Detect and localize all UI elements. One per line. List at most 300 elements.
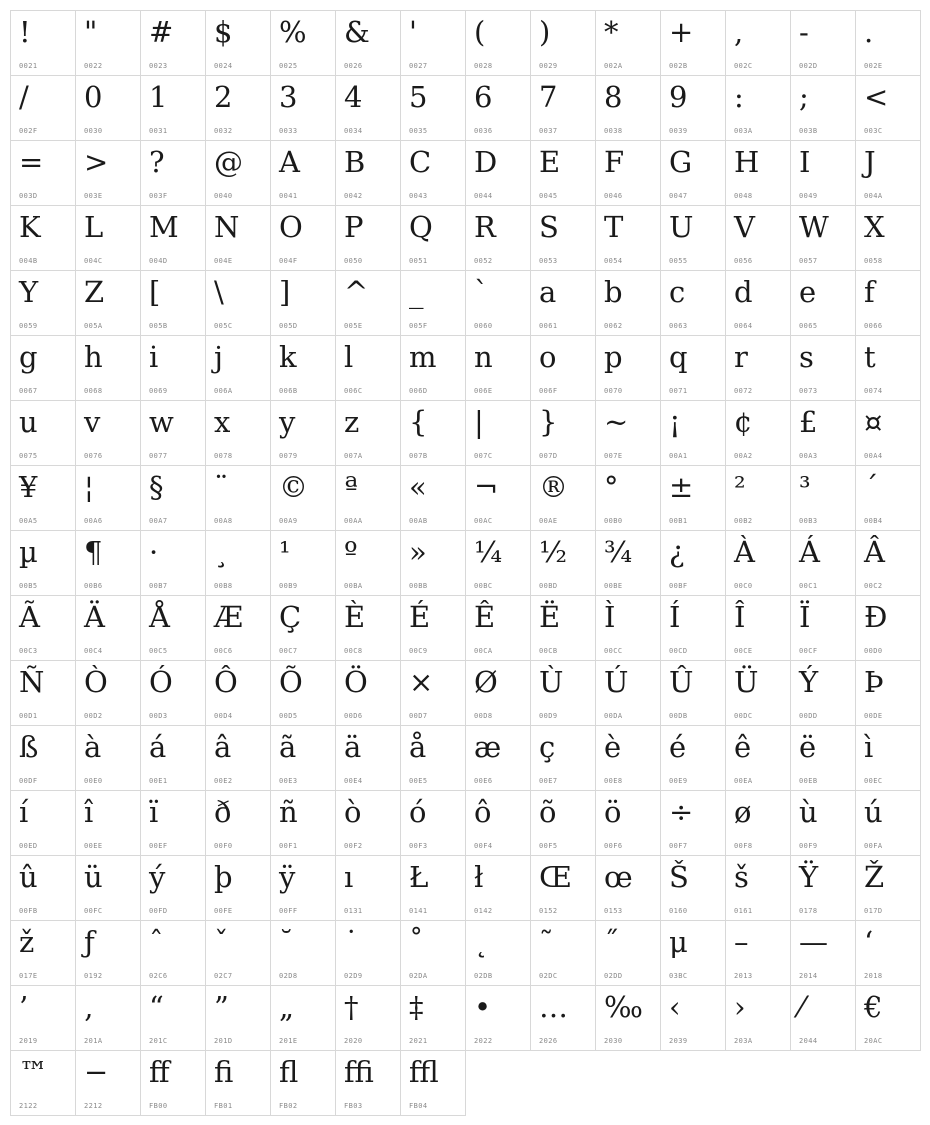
codepoint-label: 0048 [734, 192, 753, 200]
glyph-cell [336, 141, 401, 206]
glyph-cell [661, 271, 726, 336]
codepoint-label: 02DB [474, 972, 493, 980]
glyph-cell [11, 921, 76, 986]
codepoint-label: 02C6 [149, 972, 168, 980]
codepoint-label: FB04 [409, 1102, 428, 1110]
codepoint-label: FB03 [344, 1102, 363, 1110]
codepoint-label: 0076 [84, 452, 103, 460]
glyph-cell [596, 336, 661, 401]
glyph-sample: ï [149, 795, 159, 829]
glyph-cell [76, 271, 141, 336]
codepoint-label: 02D8 [279, 972, 298, 980]
glyph-cell [76, 921, 141, 986]
codepoint-label: 00A8 [214, 517, 233, 525]
codepoint-label: 02C7 [214, 972, 233, 980]
codepoint-label: 00F7 [669, 842, 688, 850]
glyph-cell [791, 206, 856, 271]
glyph-cell [206, 206, 271, 271]
codepoint-label: 2122 [19, 1102, 38, 1110]
glyph-cell [141, 1051, 206, 1116]
glyph-cell [336, 921, 401, 986]
glyph-sample: Ê [474, 600, 496, 634]
codepoint-label: 00E0 [84, 777, 103, 785]
glyph-sample: Ü [734, 665, 759, 699]
codepoint-label: 0044 [474, 192, 493, 200]
glyph-cell [336, 76, 401, 141]
codepoint-label: 0068 [84, 387, 103, 395]
codepoint-label: 0064 [734, 322, 753, 330]
codepoint-label: 00E7 [539, 777, 558, 785]
glyph-sample: ç [539, 730, 556, 764]
codepoint-label: 00ED [19, 842, 38, 850]
codepoint-label: 00F4 [474, 842, 493, 850]
glyph-sample: ì [864, 730, 874, 764]
glyph-cell [856, 791, 921, 856]
glyph-sample: x [214, 405, 231, 439]
glyph-sample: = [19, 145, 44, 179]
glyph-cell [271, 596, 336, 661]
codepoint-label: 00A5 [19, 517, 38, 525]
glyph-cell [401, 206, 466, 271]
glyph-cell [271, 856, 336, 921]
codepoint-label: 00D7 [409, 712, 428, 720]
glyph-cell [206, 141, 271, 206]
codepoint-label: 0071 [669, 387, 688, 395]
glyph-sample: þ [214, 860, 233, 894]
codepoint-label: 005F [409, 322, 428, 330]
glyph-cell [336, 11, 401, 76]
codepoint-label: 0037 [539, 127, 558, 135]
glyph-sample: º [344, 535, 358, 569]
glyph-sample: o [539, 340, 557, 374]
glyph-cell [596, 531, 661, 596]
glyph-cell [141, 531, 206, 596]
glyph-cell [726, 401, 791, 466]
codepoint-label: 00FB [19, 907, 38, 915]
codepoint-label: 0141 [409, 907, 428, 915]
glyph-sample: ² [734, 470, 746, 504]
glyph-cell [206, 76, 271, 141]
codepoint-label: 0025 [279, 62, 298, 70]
glyph-sample: ] [279, 275, 291, 309]
glyph-sample: 0 [84, 80, 103, 114]
codepoint-label: 0057 [799, 257, 818, 265]
codepoint-label: 0027 [409, 62, 428, 70]
codepoint-label: 0021 [19, 62, 38, 70]
codepoint-label: 0047 [669, 192, 688, 200]
glyph-sample: Q [409, 210, 433, 244]
glyph-sample: ™ [19, 1055, 48, 1089]
glyph-cell [401, 466, 466, 531]
glyph-cell [206, 661, 271, 726]
glyph-sample: 5 [409, 80, 428, 114]
glyph-cell [856, 466, 921, 531]
codepoint-label: 02DA [409, 972, 428, 980]
glyph-sample: ˆ [149, 925, 164, 959]
glyph-cell [856, 336, 921, 401]
glyph-cell [271, 531, 336, 596]
glyph-sample: 3 [279, 80, 298, 114]
codepoint-label: 007B [409, 452, 428, 460]
glyph-cell [401, 921, 466, 986]
codepoint-label: 0026 [344, 62, 363, 70]
glyph-cell [661, 76, 726, 141]
glyph-sample: ä [344, 730, 362, 764]
codepoint-label: 00AB [409, 517, 428, 525]
codepoint-label: 00E8 [604, 777, 623, 785]
glyph-sample: Ž [864, 860, 885, 894]
glyph-sample: ﬁ [214, 1055, 234, 1089]
glyph-sample: Â [864, 535, 885, 569]
codepoint-label: 0029 [539, 62, 558, 70]
glyph-cell [726, 466, 791, 531]
codepoint-label: 0043 [409, 192, 428, 200]
codepoint-label: 00E4 [344, 777, 363, 785]
glyph-sample: ‡ [409, 990, 424, 1024]
codepoint-label: 0077 [149, 452, 168, 460]
glyph-cell [466, 206, 531, 271]
glyph-sample: Í [669, 600, 681, 634]
codepoint-label: 02DD [604, 972, 623, 980]
glyph-sample: ¸ [214, 535, 229, 569]
glyph-sample: { [409, 405, 428, 439]
glyph-cell [11, 596, 76, 661]
glyph-cell [531, 466, 596, 531]
codepoint-label: 00E3 [279, 777, 298, 785]
glyph-cell [11, 141, 76, 206]
codepoint-label: 006C [344, 387, 363, 395]
codepoint-label: 0059 [19, 322, 38, 330]
codepoint-label: 201A [84, 1037, 103, 1045]
glyph-cell [76, 141, 141, 206]
glyph-cell [596, 466, 661, 531]
glyph-sample: c [669, 275, 686, 309]
codepoint-label: 203A [734, 1037, 753, 1045]
codepoint-label: 00C9 [409, 647, 428, 655]
codepoint-label: 00B7 [149, 582, 168, 590]
glyph-sample: ë [799, 730, 817, 764]
codepoint-label: 0062 [604, 322, 623, 330]
glyph-cell [76, 11, 141, 76]
glyph-cell [596, 661, 661, 726]
codepoint-label: 00BD [539, 582, 558, 590]
glyph-sample: V [734, 210, 755, 244]
glyph-sample: ` [474, 275, 489, 309]
codepoint-label: 0045 [539, 192, 558, 200]
codepoint-label: 00D6 [344, 712, 363, 720]
glyph-sample: à [84, 730, 102, 764]
glyph-cell [596, 11, 661, 76]
codepoint-label: 00F1 [279, 842, 298, 850]
codepoint-label: 00C8 [344, 647, 363, 655]
glyph-cell [596, 271, 661, 336]
glyph-cell [531, 11, 596, 76]
glyph-sample: G [669, 145, 693, 179]
glyph-sample: 7 [539, 80, 558, 114]
glyph-sample: ﬂ [279, 1055, 299, 1089]
glyph-cell [596, 726, 661, 791]
glyph-sample: ˘ [279, 925, 294, 959]
glyph-sample: æ [474, 730, 502, 764]
glyph-cell [401, 271, 466, 336]
codepoint-label: 0178 [799, 907, 818, 915]
glyph-sample: ¶ [84, 535, 103, 569]
glyph-sample: U [669, 210, 694, 244]
glyph-sample: L [84, 210, 104, 244]
glyph-cell [76, 531, 141, 596]
glyph-cell [726, 986, 791, 1051]
codepoint-label: 003E [84, 192, 103, 200]
glyph-sample: \ [214, 275, 224, 309]
glyph-sample: Z [84, 275, 105, 309]
glyph-cell [401, 856, 466, 921]
codepoint-label: 0050 [344, 257, 363, 265]
glyph-cell [661, 726, 726, 791]
codepoint-label: 002E [864, 62, 883, 70]
codepoint-label: 0073 [799, 387, 818, 395]
glyph-cell [401, 336, 466, 401]
glyph-cell [11, 466, 76, 531]
glyph-sample: µ [19, 535, 38, 569]
glyph-sample: Õ [279, 665, 303, 699]
glyph-cell [11, 986, 76, 1051]
glyph-cell [596, 986, 661, 1051]
glyph-cell [791, 141, 856, 206]
glyph-sample: @ [214, 145, 243, 179]
codepoint-label: 00B0 [604, 517, 623, 525]
codepoint-label: 0069 [149, 387, 168, 395]
glyph-cell [271, 11, 336, 76]
glyph-sample: Ï [799, 600, 811, 634]
codepoint-label: 00D0 [864, 647, 883, 655]
glyph-cell [856, 271, 921, 336]
codepoint-label: 0023 [149, 62, 168, 70]
glyph-sample: Ý [799, 665, 819, 699]
codepoint-label: 03BC [669, 972, 688, 980]
glyph-sample: õ [539, 795, 557, 829]
glyph-sample: ⁄ [799, 990, 804, 1024]
codepoint-label: 00C3 [19, 647, 38, 655]
codepoint-label: 002D [799, 62, 818, 70]
glyph-cell [76, 726, 141, 791]
codepoint-label: 0066 [864, 322, 883, 330]
glyph-cell [466, 791, 531, 856]
codepoint-label: 00FE [214, 907, 233, 915]
codepoint-label: 007D [539, 452, 558, 460]
glyph-cell [336, 336, 401, 401]
glyph-cell [11, 271, 76, 336]
glyph-sample: / [19, 80, 29, 114]
glyph-sample: v [84, 405, 101, 439]
glyph-cell [466, 986, 531, 1051]
glyph-cell [531, 401, 596, 466]
codepoint-label: 00D3 [149, 712, 168, 720]
codepoint-label: 2014 [799, 972, 818, 980]
codepoint-label: 0152 [539, 907, 558, 915]
glyph-cell [11, 791, 76, 856]
glyph-sample: T [604, 210, 624, 244]
codepoint-label: 0061 [539, 322, 558, 330]
codepoint-label: 0058 [864, 257, 883, 265]
glyph-cell [856, 986, 921, 1051]
glyph-cell [401, 76, 466, 141]
codepoint-label: 0063 [669, 322, 688, 330]
codepoint-label: 2026 [539, 1037, 558, 1045]
glyph-cell [596, 856, 661, 921]
glyph-cell [596, 76, 661, 141]
glyph-sample: [ [149, 275, 161, 309]
glyph-sample: C [409, 145, 432, 179]
glyph-cell [141, 791, 206, 856]
codepoint-label: 00A2 [734, 452, 753, 460]
glyph-sample: » [409, 535, 427, 569]
glyph-cell [401, 531, 466, 596]
glyph-sample: ﬀ [149, 1055, 170, 1089]
glyph-sample: Ð [864, 600, 888, 634]
glyph-sample: − [84, 1055, 109, 1089]
glyph-sample: © [279, 470, 308, 504]
glyph-cell [206, 271, 271, 336]
glyph-sample: ´ [864, 470, 879, 504]
glyph-cell [206, 791, 271, 856]
glyph-sample: – [734, 925, 749, 959]
codepoint-label: 00BA [344, 582, 363, 590]
glyph-sample: Ç [279, 600, 302, 634]
glyph-sample: ° [604, 470, 619, 504]
glyph-cell [466, 11, 531, 76]
glyph-cell [271, 466, 336, 531]
glyph-sample: 4 [344, 80, 363, 114]
codepoint-label: 00C4 [84, 647, 103, 655]
glyph-cell [271, 336, 336, 401]
glyph-cell [271, 76, 336, 141]
glyph-sample: 6 [474, 80, 493, 114]
codepoint-label: 00EA [734, 777, 753, 785]
codepoint-label: 00BC [474, 582, 493, 590]
glyph-sample: Û [669, 665, 694, 699]
glyph-sample: - [799, 15, 809, 49]
glyph-sample: m [409, 340, 437, 374]
glyph-sample: § [149, 470, 164, 504]
codepoint-label: 0041 [279, 192, 298, 200]
glyph-cell [336, 271, 401, 336]
glyph-sample: … [539, 990, 568, 1024]
glyph-cell [271, 401, 336, 466]
glyph-sample: ¦ [84, 470, 94, 504]
glyph-cell [141, 141, 206, 206]
codepoint-label: 00A1 [669, 452, 688, 460]
codepoint-label: 0038 [604, 127, 623, 135]
glyph-cell [271, 791, 336, 856]
codepoint-label: 0067 [19, 387, 38, 395]
glyph-sample: E [539, 145, 561, 179]
glyph-sample: n [474, 340, 493, 374]
glyph-cell [271, 986, 336, 1051]
glyph-cell [531, 141, 596, 206]
glyph-cell [336, 986, 401, 1051]
glyph-cell [791, 921, 856, 986]
glyph-cell [271, 206, 336, 271]
codepoint-label: 00D1 [19, 712, 38, 720]
glyph-sample: ¬ [474, 470, 499, 504]
glyph-cell [11, 1051, 76, 1116]
glyph-sample: 1 [149, 80, 168, 114]
glyph-cell [791, 791, 856, 856]
glyph-sample: › [734, 990, 746, 1024]
glyph-sample: A [279, 145, 300, 179]
glyph-cell [531, 336, 596, 401]
glyph-cell [661, 336, 726, 401]
glyph-sample: ˝ [604, 925, 619, 959]
codepoint-label: 2019 [19, 1037, 38, 1045]
glyph-sample: } [539, 405, 558, 439]
glyph-cell [726, 726, 791, 791]
glyph-sample: F [604, 145, 625, 179]
glyph-cell [856, 11, 921, 76]
codepoint-label: 00C0 [734, 582, 753, 590]
codepoint-label: 0192 [84, 972, 103, 980]
glyph-cell [661, 986, 726, 1051]
glyph-sample: „ [279, 990, 295, 1024]
glyph-sample: ‰ [604, 990, 643, 1024]
glyph-sample: í [19, 795, 29, 829]
glyph-cell [726, 206, 791, 271]
glyph-sample: ê [734, 730, 752, 764]
codepoint-label: FB01 [214, 1102, 233, 1110]
glyph-cell [726, 336, 791, 401]
glyph-cell [401, 596, 466, 661]
glyph-sample: D [474, 145, 498, 179]
glyph-cell [271, 661, 336, 726]
glyph-sample: g [19, 340, 38, 374]
glyph-sample: ( [474, 15, 486, 49]
codepoint-label: 00C1 [799, 582, 818, 590]
glyph-sample: Ô [214, 665, 238, 699]
codepoint-label: 005D [279, 322, 298, 330]
glyph-sample: Ë [539, 600, 561, 634]
glyph-cell [11, 336, 76, 401]
codepoint-label: 007A [344, 452, 363, 460]
glyph-cell [466, 336, 531, 401]
codepoint-label: 00FD [149, 907, 168, 915]
glyph-cell [791, 271, 856, 336]
glyph-cell [791, 856, 856, 921]
glyph-sample: : [734, 80, 744, 114]
glyph-sample: â [214, 730, 232, 764]
glyph-cell [726, 271, 791, 336]
glyph-sample: ł [474, 860, 484, 894]
glyph-sample: ž [19, 925, 35, 959]
glyph-cell [206, 986, 271, 1051]
glyph-cell [141, 986, 206, 1051]
glyph-sample: j [214, 340, 223, 374]
glyph-sample: h [84, 340, 103, 374]
glyph-cell [76, 76, 141, 141]
codepoint-label: 0034 [344, 127, 363, 135]
glyph-sample: + [669, 15, 694, 49]
glyph-cell [596, 401, 661, 466]
glyph-cell [531, 271, 596, 336]
glyph-cell [206, 11, 271, 76]
codepoint-label: 00B4 [864, 517, 883, 525]
glyph-sample: £ [799, 405, 818, 439]
glyph-cell [726, 921, 791, 986]
codepoint-label: 00E9 [669, 777, 688, 785]
glyph-sample: ® [539, 470, 568, 504]
glyph-cell [466, 726, 531, 791]
glyph-cell [726, 661, 791, 726]
codepoint-label: 00B3 [799, 517, 818, 525]
